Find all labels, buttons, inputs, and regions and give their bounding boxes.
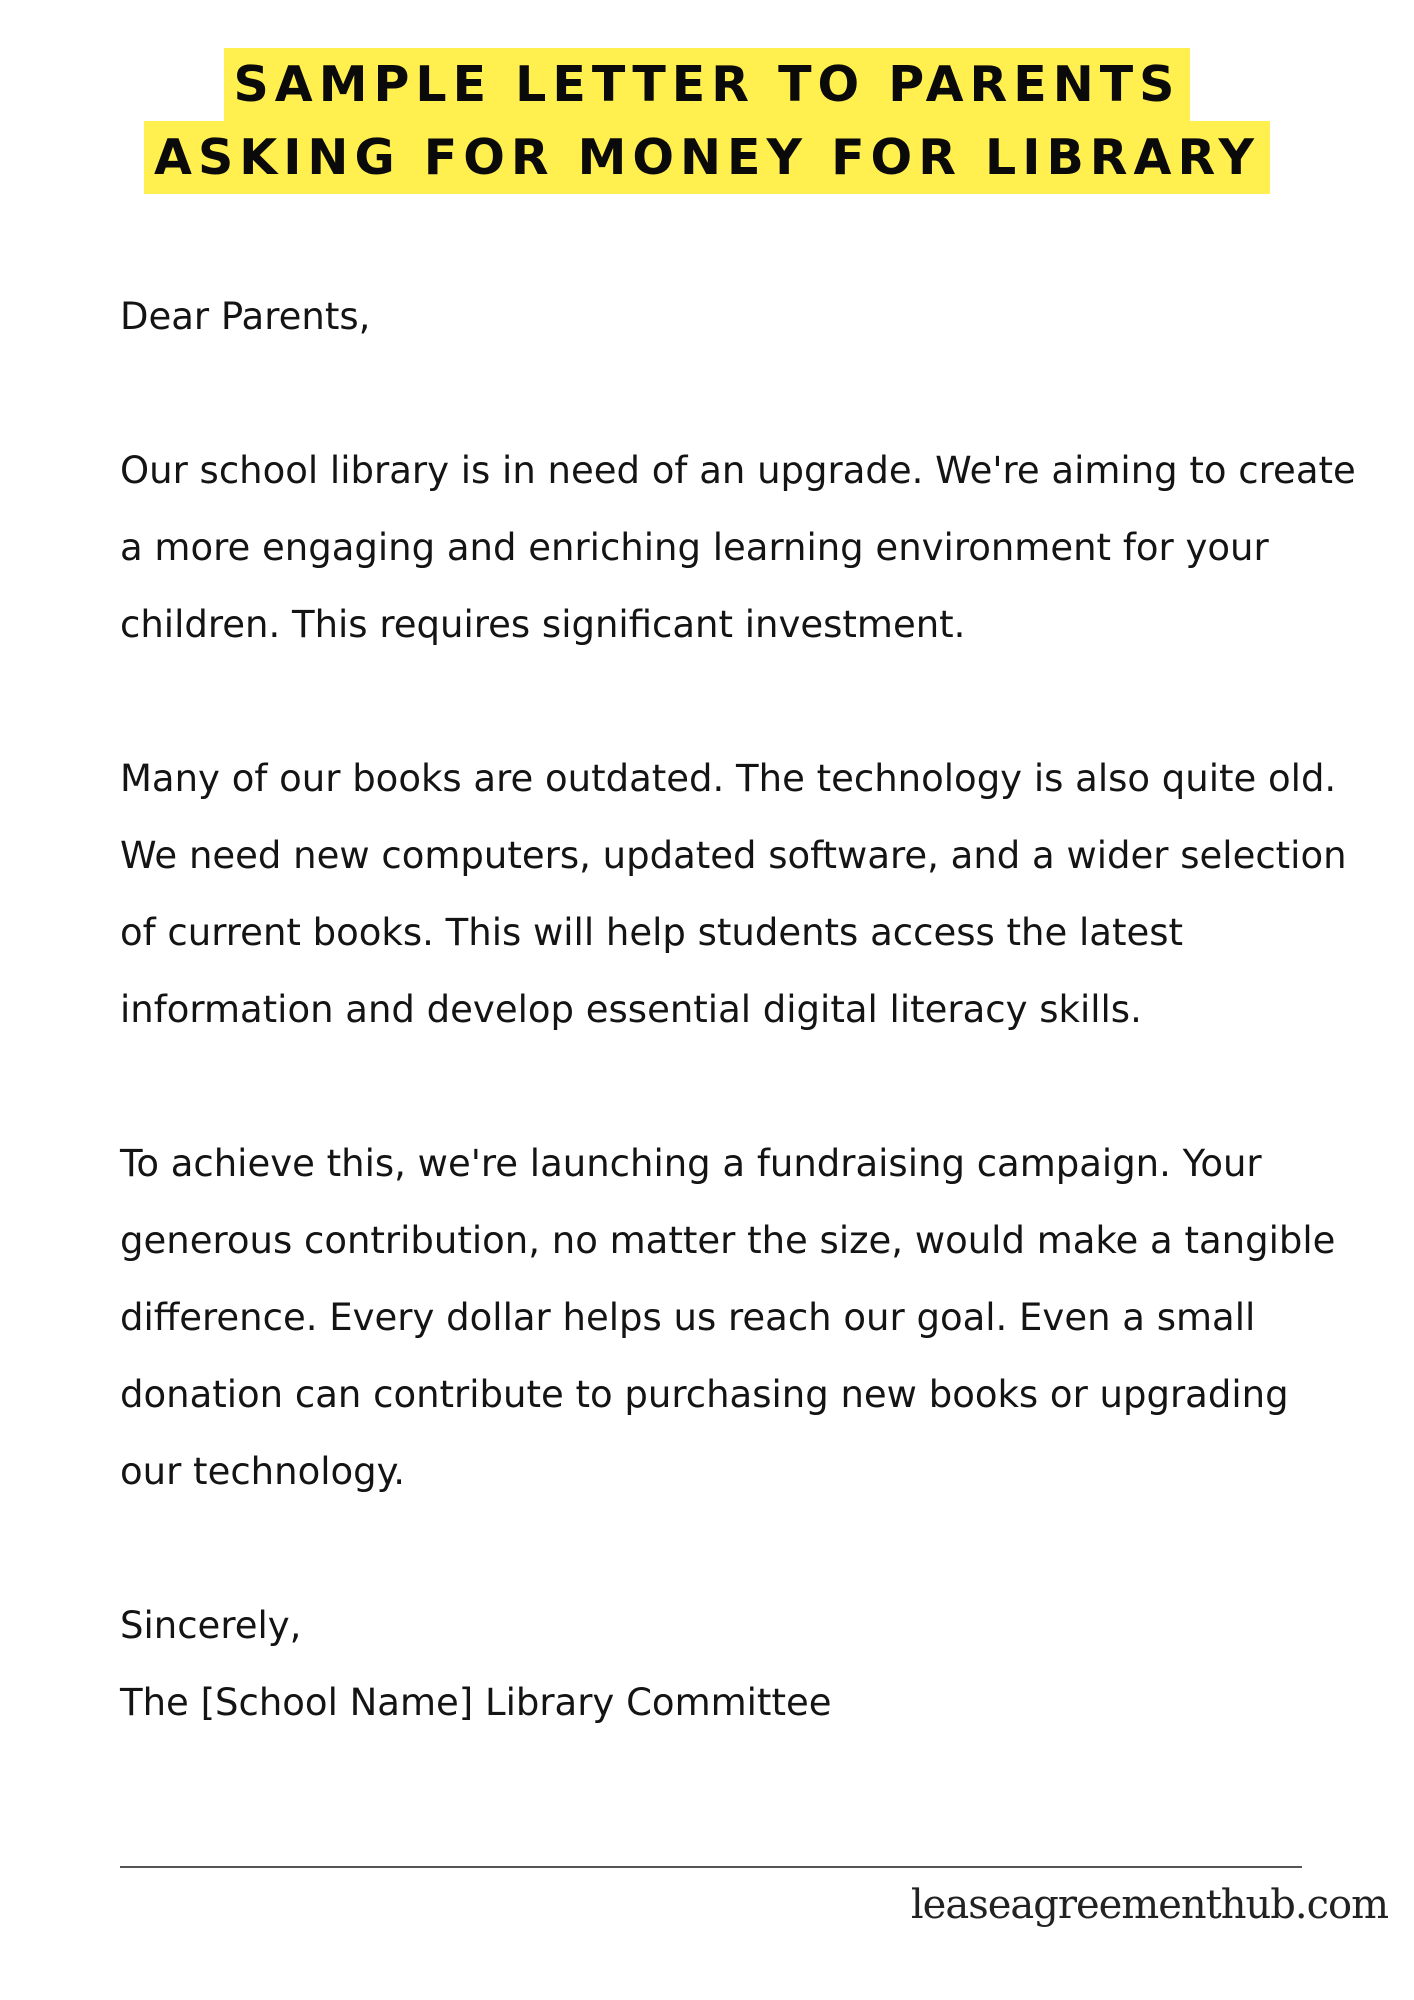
title-line-2: ASKING FOR MONEY FOR LIBRARY <box>144 121 1270 194</box>
site-watermark: leaseagreementhub.com <box>910 1882 1388 1928</box>
paragraph-3: To achieve this, we're launching a fundraising campaign. Your generous contribution, no matter the size, would make a tangible difference. Every dollar helps us reach our goal. Even a small donation can contribute to purchasing new books or upgrading our technology. <box>120 1142 1336 1493</box>
signature: The [School Name] Library Committee <box>120 1681 832 1724</box>
title-line-1: SAMPLE LETTER TO PARENTS <box>224 48 1191 121</box>
paragraph-2: Many of our books are outdated. The technology is also quite old. We need new computers, updated software, and a wider selection of current books. This will help students access the latest information and develop essential digital literacy skills. <box>120 757 1347 1031</box>
letter-body <box>120 278 1360 1741</box>
document-title <box>0 48 1414 194</box>
closing: Sincerely, <box>120 1604 302 1647</box>
signature-line <box>120 1866 1302 1868</box>
salutation: Dear Parents, <box>120 295 371 338</box>
paragraph-1: Our school library is in need of an upgrade. We're aiming to create a more engaging and enriching learning environment for your children. This requires significant investment. <box>120 449 1356 646</box>
